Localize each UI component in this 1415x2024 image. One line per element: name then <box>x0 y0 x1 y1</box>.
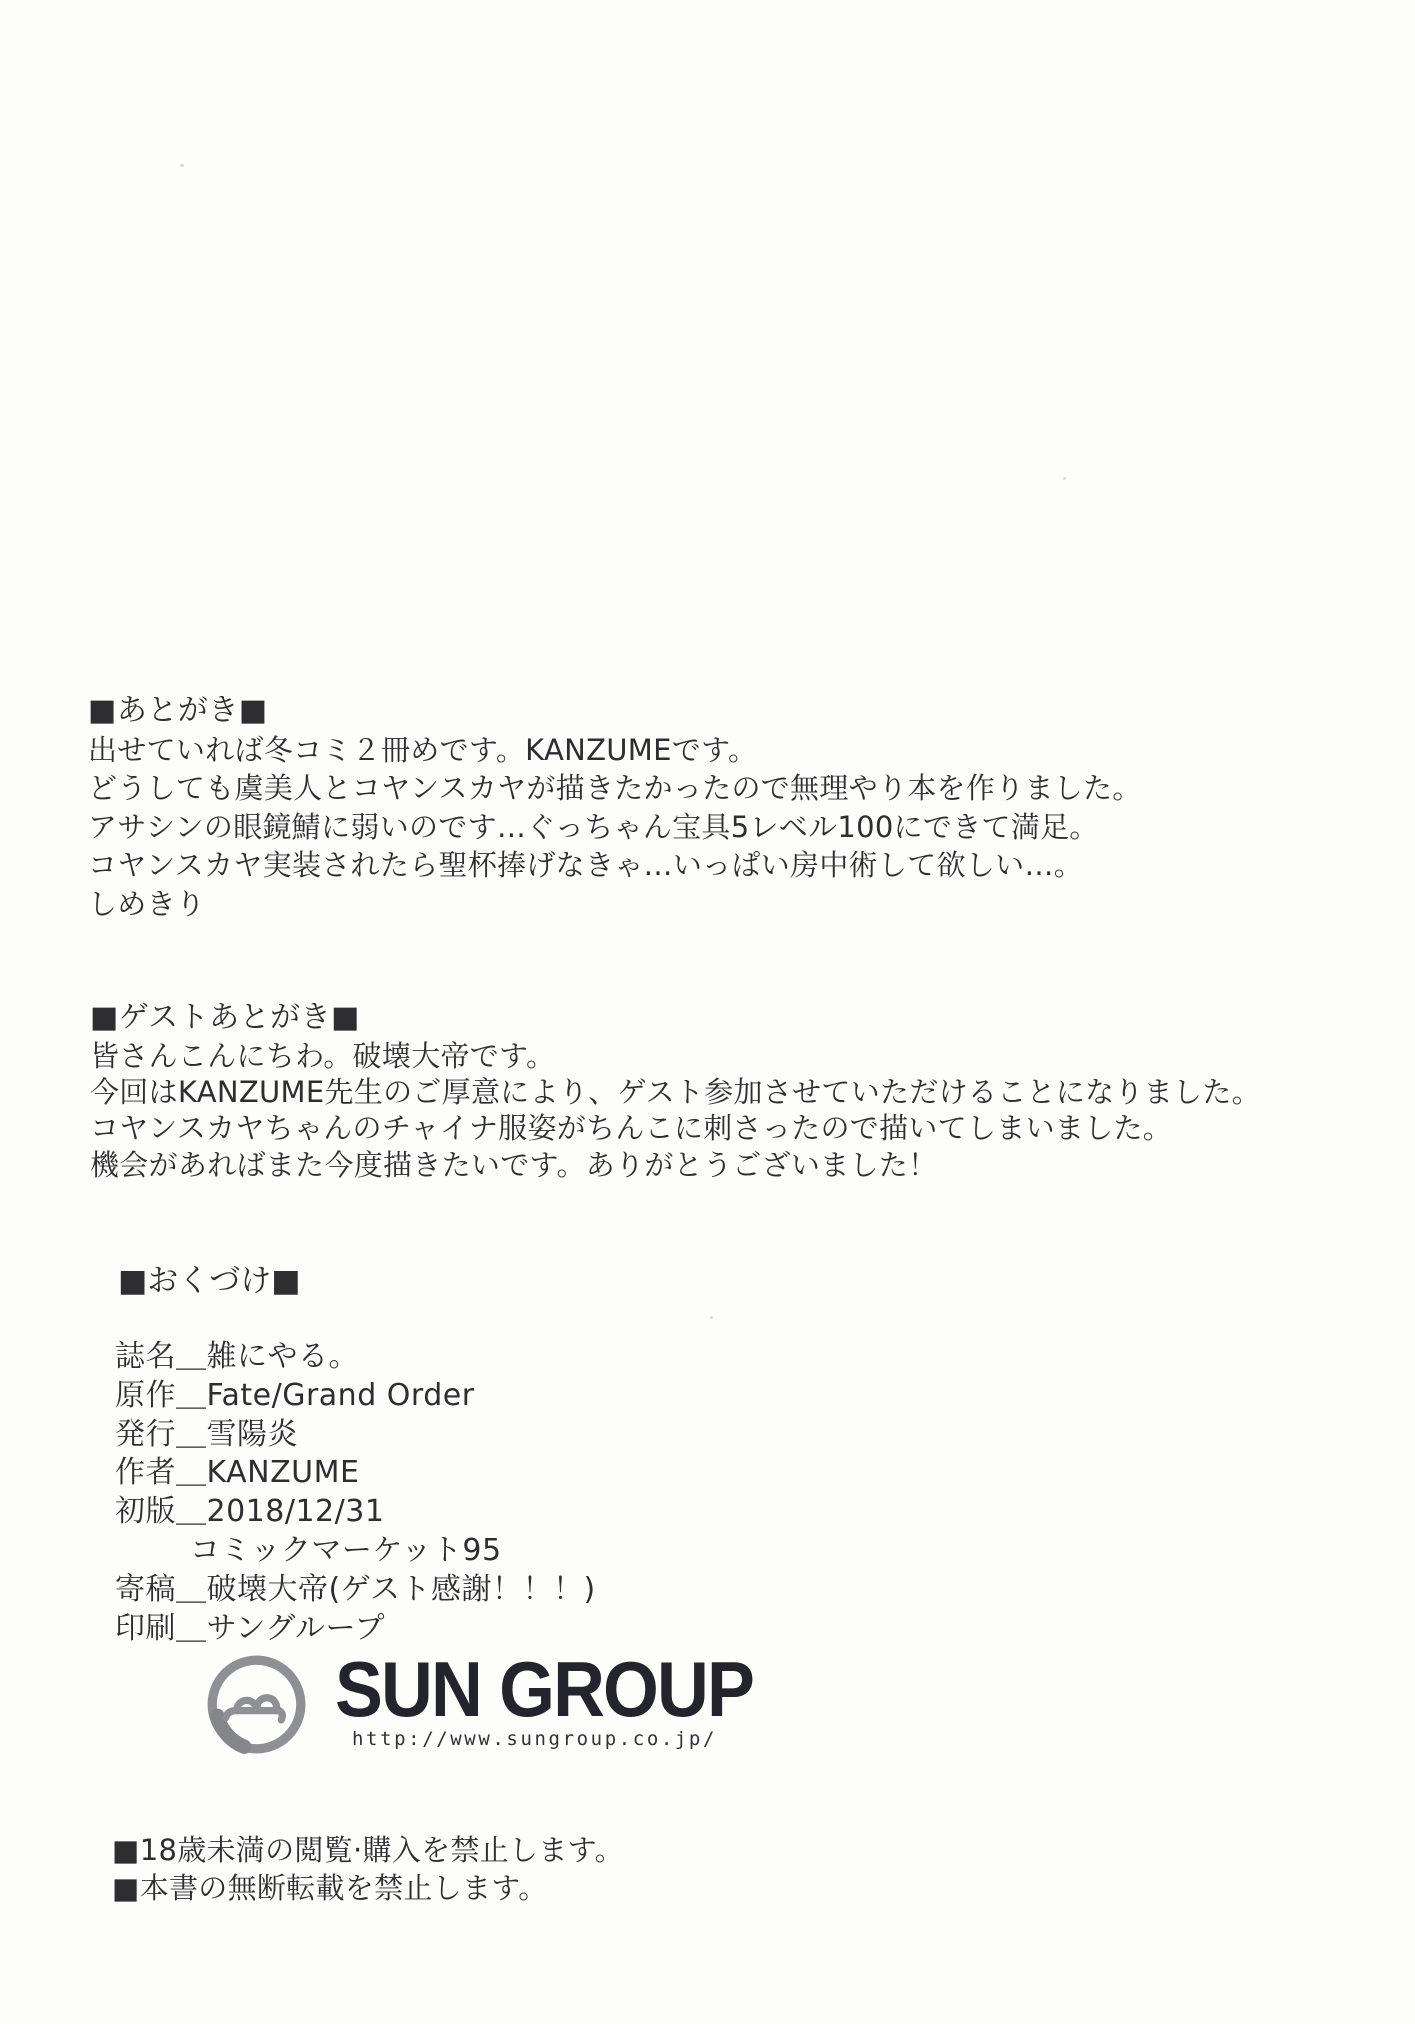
guest-afterword-lines <box>90 1038 1261 1184</box>
colophon-row-value: 雑にやる。 <box>206 1339 359 1374</box>
colophon-row-value: サングループ <box>206 1610 385 1646</box>
colophon-row-label: 作者＿ <box>115 1455 207 1491</box>
colophon-row <box>115 1610 596 1649</box>
sun-group-logo-icon <box>205 1654 308 1757</box>
printer-url: http://www.sungroup.co.jp/ <box>352 1728 718 1750</box>
notice-line: ■本書の無断転載を禁止します。 <box>112 1870 548 1905</box>
colophon-row-label: 寄稿＿ <box>115 1571 207 1607</box>
afterword-line: コヤンスカヤ実装されたら聖杯捧げなきゃ…いっぱい房中術して欲しい…。 <box>88 848 1084 883</box>
colophon-row-value: KANZUME <box>206 1455 360 1491</box>
afterword-line: アサシンの眼鏡鯖に弱いのです…ぐっちゃん宝具5レベル100にできて満足。 <box>88 809 1099 844</box>
colophon-list <box>115 1338 596 1648</box>
guest-afterword-line: 今回はKANZUME先生のご厚意により、ゲスト参加させていただけることになりました。 <box>90 1075 1261 1109</box>
colophon-row-label: 原作＿ <box>115 1377 207 1413</box>
colophon-row-label: 発行＿ <box>115 1416 207 1452</box>
notice-line: ■18歳未満の閲覧·購入を禁止します。 <box>112 1833 624 1867</box>
guest-afterword-line: 機会があればまた今度描きたいです。ありがとうございました！ <box>90 1147 938 1182</box>
colophon-row-value: 2018/12/31 <box>206 1494 385 1530</box>
colophon-row-label: 印刷＿ <box>115 1610 207 1646</box>
colophon-row-value: 雪陽炎 <box>206 1416 298 1452</box>
guest-afterword-line: コヤンスカヤちゃんのチャイナ服姿がちんこに刺さったので描いてしまいました。 <box>90 1111 1173 1146</box>
scan-speck <box>1063 477 1066 480</box>
colophon-row <box>115 1416 596 1455</box>
colophon-row <box>115 1377 596 1416</box>
scan-speck <box>180 164 184 167</box>
afterword-section <box>88 692 1142 924</box>
colophon-row-value: コミックマーケット95 <box>190 1532 502 1568</box>
colophon-row-value: Fate/Grand Order <box>206 1377 475 1413</box>
colophon-row <box>115 1338 596 1377</box>
colophon-row <box>115 1532 596 1571</box>
colophon-row <box>115 1493 596 1532</box>
afterword-title: ■あとがき■ <box>88 693 268 728</box>
colophon-row-label: 誌名＿ <box>115 1339 207 1374</box>
scan-speck <box>710 1316 713 1319</box>
colophon-row <box>115 1571 596 1610</box>
colophon-title: ■おくづけ■ <box>118 1263 301 1299</box>
colophon-row-value: 破壊大帝(ゲスト感謝！！！) <box>206 1571 596 1607</box>
notice-list <box>112 1832 624 1907</box>
printer-logo-block <box>205 1645 765 1762</box>
colophon-row <box>115 1454 596 1493</box>
afterword-line: しめきり <box>88 886 206 921</box>
afterword-line: 出せていれば冬コミ２冊めです。KANZUMEです。 <box>88 732 758 767</box>
afterword-lines <box>88 731 1142 924</box>
guest-afterword-section <box>90 999 1261 1183</box>
guest-afterword-title: ■ゲストあとがき■ <box>90 1000 360 1035</box>
afterword-line: どうしても虞美人とコヤンスカヤが描きたかったので無理やり本を作りました。 <box>88 771 1142 806</box>
colophon-row-label: 初版＿ <box>115 1494 207 1530</box>
printer-name: SUN GROUP <box>335 1645 754 1733</box>
guest-afterword-line: 皆さんこんにちわ。破壊大帝です。 <box>90 1038 556 1073</box>
